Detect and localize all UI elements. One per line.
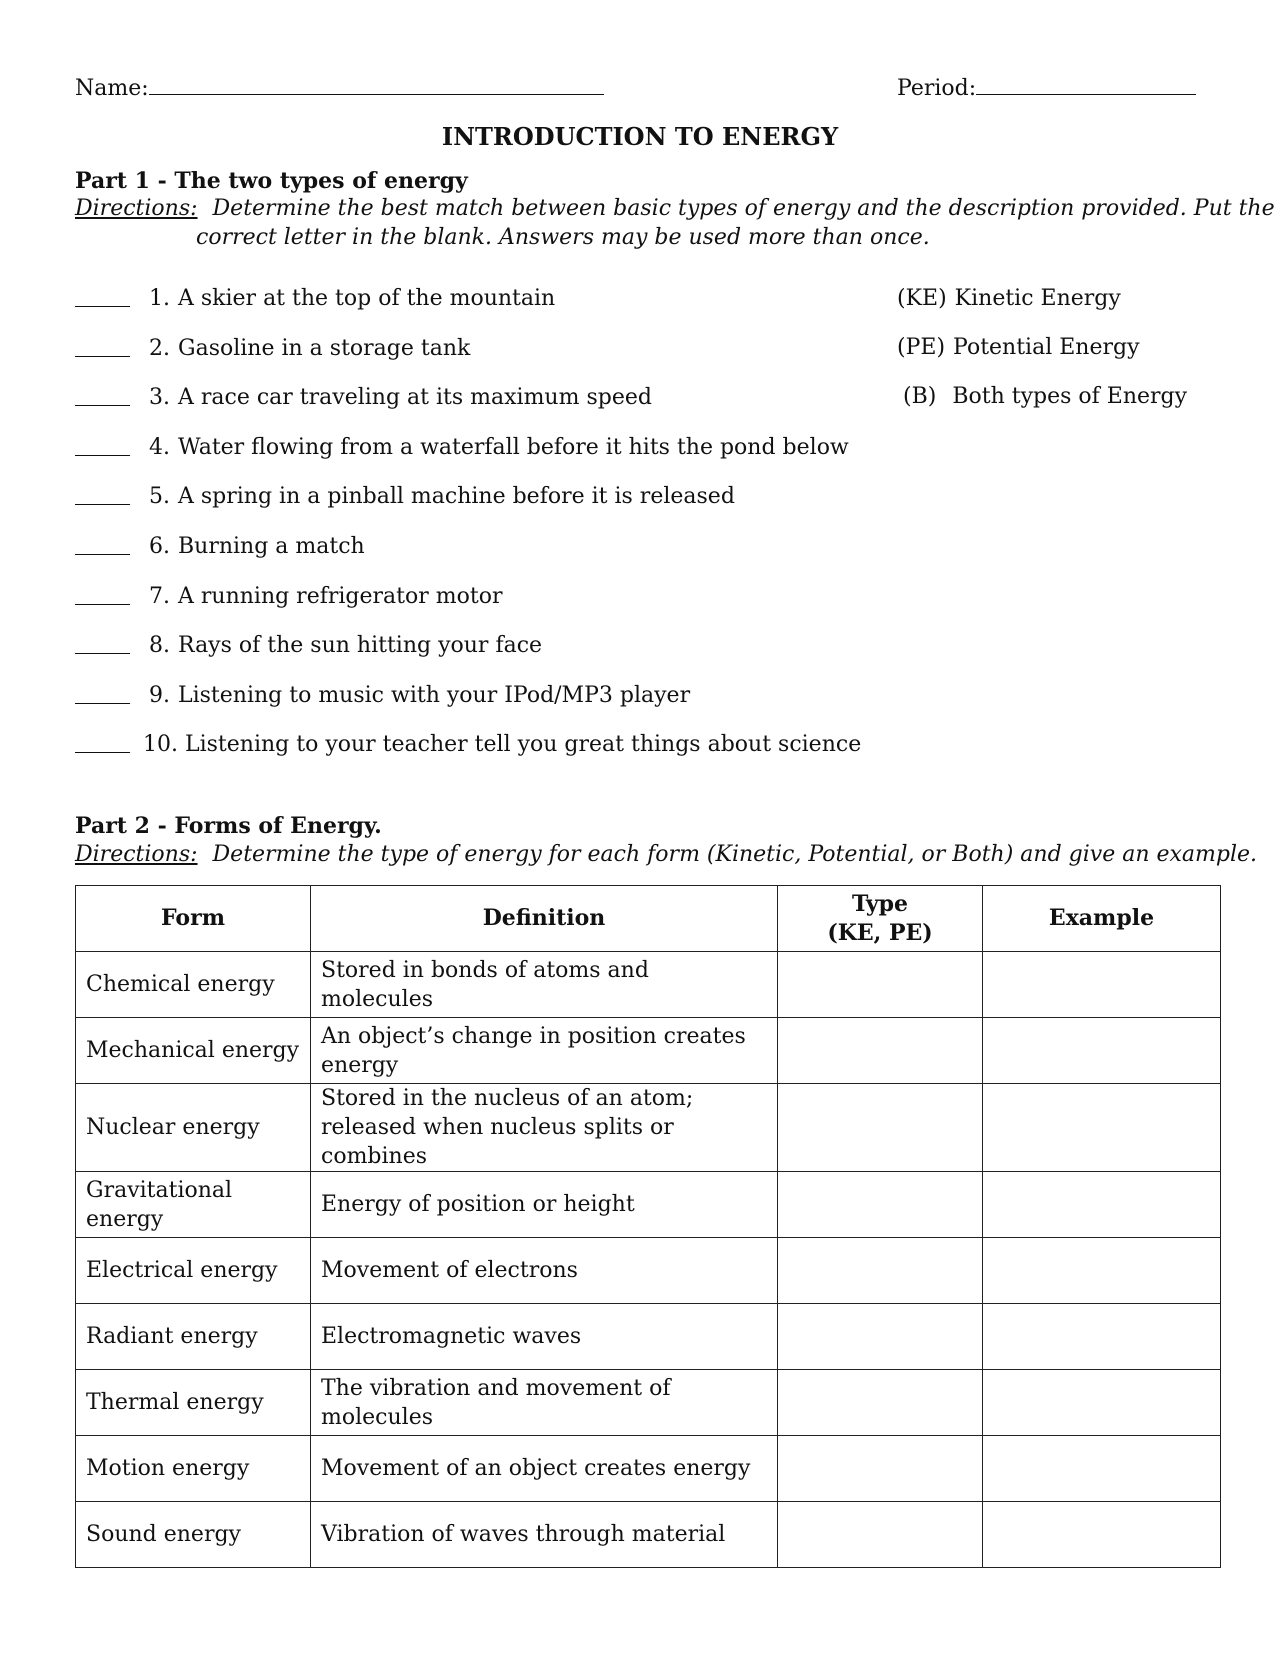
- period-label: Period:: [897, 76, 977, 101]
- column-header-definition: Definition: [311, 886, 778, 952]
- question-text: Rays of the sun hitting your face: [178, 633, 543, 658]
- example-answer-cell[interactable]: [983, 1084, 1221, 1172]
- example-answer-cell[interactable]: [983, 1436, 1221, 1502]
- table-header-row: [76, 886, 1221, 952]
- type-answer-cell[interactable]: [778, 1238, 983, 1304]
- example-answer-cell[interactable]: [983, 1172, 1221, 1238]
- answer-key-label: Both types of Energy: [952, 384, 1188, 409]
- table-row: [76, 1238, 1221, 1304]
- form-cell: Thermal energy: [76, 1370, 311, 1436]
- part2-directions: [75, 842, 1257, 867]
- table-row: [76, 1370, 1221, 1436]
- form-cell: Radiant energy: [76, 1304, 311, 1370]
- form-cell: Mechanical energy: [76, 1018, 311, 1084]
- form-cell: Motion energy: [76, 1436, 311, 1502]
- question-text: A race car traveling at its maximum speed: [178, 385, 652, 410]
- answer-blank[interactable]: [75, 653, 130, 654]
- answer-key-code: (PE): [897, 335, 946, 360]
- form-cell: Nuclear energy: [76, 1084, 311, 1172]
- question-number: 2.: [149, 336, 170, 361]
- definition-cell: Energy of position or height: [311, 1172, 778, 1238]
- answer-blank[interactable]: [75, 455, 130, 456]
- answer-blank[interactable]: [75, 405, 130, 406]
- form-cell: Sound energy: [76, 1502, 311, 1568]
- question-number: 10.: [143, 732, 178, 757]
- question-number: 5.: [149, 484, 170, 509]
- answer-key-code: (B): [903, 384, 937, 409]
- answer-blank[interactable]: [75, 752, 130, 753]
- example-answer-cell[interactable]: [983, 952, 1221, 1018]
- answer-key-item: [897, 286, 1121, 311]
- definition-cell: An object’s change in position creates energy: [311, 1018, 778, 1084]
- answer-blank[interactable]: [75, 554, 130, 555]
- page-title: INTRODUCTION TO ENERGY: [441, 122, 839, 151]
- table-row: [76, 1304, 1221, 1370]
- table-row: [76, 952, 1221, 1018]
- table-row: [76, 1084, 1221, 1172]
- answer-key-label: Kinetic Energy: [954, 286, 1121, 311]
- period-blank[interactable]: [976, 94, 1196, 95]
- type-answer-cell[interactable]: [778, 1502, 983, 1568]
- definition-cell: Stored in the nucleus of an atom; released when nucleus splits or combines: [311, 1084, 778, 1172]
- question-number: 1.: [149, 286, 170, 311]
- type-answer-cell[interactable]: [778, 1370, 983, 1436]
- part1-heading: Part 1 - The two types of energy: [75, 168, 468, 194]
- table-row: [76, 1436, 1221, 1502]
- example-answer-cell[interactable]: [983, 1018, 1221, 1084]
- question-text: Gasoline in a storage tank: [178, 336, 471, 361]
- answer-blank[interactable]: [75, 604, 130, 605]
- question-text: Water flowing from a waterfall before it hits the pond below: [178, 435, 849, 460]
- part1-directions-cont: correct letter in the blank. Answers may be used more than once.: [196, 225, 930, 250]
- definition-cell: Vibration of waves through material: [311, 1502, 778, 1568]
- question-text: A skier at the top of the mountain: [178, 286, 556, 311]
- name-field[interactable]: [75, 76, 604, 101]
- answer-blank[interactable]: [75, 356, 130, 357]
- table-body: [76, 952, 1221, 1568]
- name-blank[interactable]: [149, 94, 604, 95]
- directions-text: Determine the best match between basic types of energy and the description provided. Put the: [212, 196, 1275, 221]
- type-header-line2: (KE, PE): [827, 919, 933, 946]
- example-answer-cell[interactable]: [983, 1370, 1221, 1436]
- question-text: A running refrigerator motor: [178, 584, 503, 609]
- definition-cell: Electromagnetic waves: [311, 1304, 778, 1370]
- question-text: Listening to music with your IPod/MP3 player: [178, 683, 691, 708]
- question-number: 9.: [149, 683, 170, 708]
- table-row: [76, 1502, 1221, 1568]
- type-header-line1: Type: [851, 890, 909, 917]
- name-label: Name:: [75, 76, 149, 101]
- type-answer-cell[interactable]: [778, 1084, 983, 1172]
- period-field[interactable]: [897, 76, 1196, 101]
- forms-of-energy-table: [75, 885, 1221, 1568]
- definition-cell: Movement of an object creates energy: [311, 1436, 778, 1502]
- example-answer-cell[interactable]: [983, 1502, 1221, 1568]
- table-row: [76, 1172, 1221, 1238]
- question-number: 4.: [149, 435, 170, 460]
- column-header-example: Example: [983, 886, 1221, 952]
- definition-cell: The vibration and movement of molecules: [311, 1370, 778, 1436]
- answer-key-code: (KE): [897, 286, 947, 311]
- part2-heading: Part 2 - Forms of Energy.: [75, 813, 382, 839]
- question-number: 8.: [149, 633, 170, 658]
- type-answer-cell[interactable]: [778, 1172, 983, 1238]
- definition-cell: Stored in bonds of atoms and molecules: [311, 952, 778, 1018]
- directions-label: Directions:: [75, 196, 198, 221]
- directions-text: Determine the type of energy for each form (Kinetic, Potential, or Both) and give an example.: [212, 842, 1258, 867]
- type-answer-cell[interactable]: [778, 1018, 983, 1084]
- type-answer-cell[interactable]: [778, 952, 983, 1018]
- question-number: 7.: [149, 584, 170, 609]
- form-cell: Electrical energy: [76, 1238, 311, 1304]
- form-cell: Gravitational energy: [76, 1172, 311, 1238]
- answer-key-label: Potential Energy: [953, 335, 1140, 360]
- answer-key-item: [903, 384, 1187, 409]
- definition-cell: Movement of electrons: [311, 1238, 778, 1304]
- table-row: [76, 1018, 1221, 1084]
- answer-blank[interactable]: [75, 306, 130, 307]
- directions-label: Directions:: [75, 842, 198, 867]
- type-answer-cell[interactable]: [778, 1304, 983, 1370]
- type-answer-cell[interactable]: [778, 1436, 983, 1502]
- example-answer-cell[interactable]: [983, 1238, 1221, 1304]
- example-answer-cell[interactable]: [983, 1304, 1221, 1370]
- question-text: Listening to your teacher tell you great things about science: [185, 732, 862, 757]
- column-header-form: Form: [76, 886, 311, 952]
- answer-blank[interactable]: [75, 703, 130, 704]
- form-cell: Chemical energy: [76, 952, 311, 1018]
- part1-directions: [75, 196, 1275, 221]
- question-text: Burning a match: [178, 534, 365, 559]
- answer-blank[interactable]: [75, 504, 130, 505]
- answer-key-item: [897, 335, 1140, 360]
- question-number: 3.: [149, 385, 170, 410]
- question-text: A spring in a pinball machine before it is released: [178, 484, 735, 509]
- column-header-type: [778, 886, 983, 952]
- question-number: 6.: [149, 534, 170, 559]
